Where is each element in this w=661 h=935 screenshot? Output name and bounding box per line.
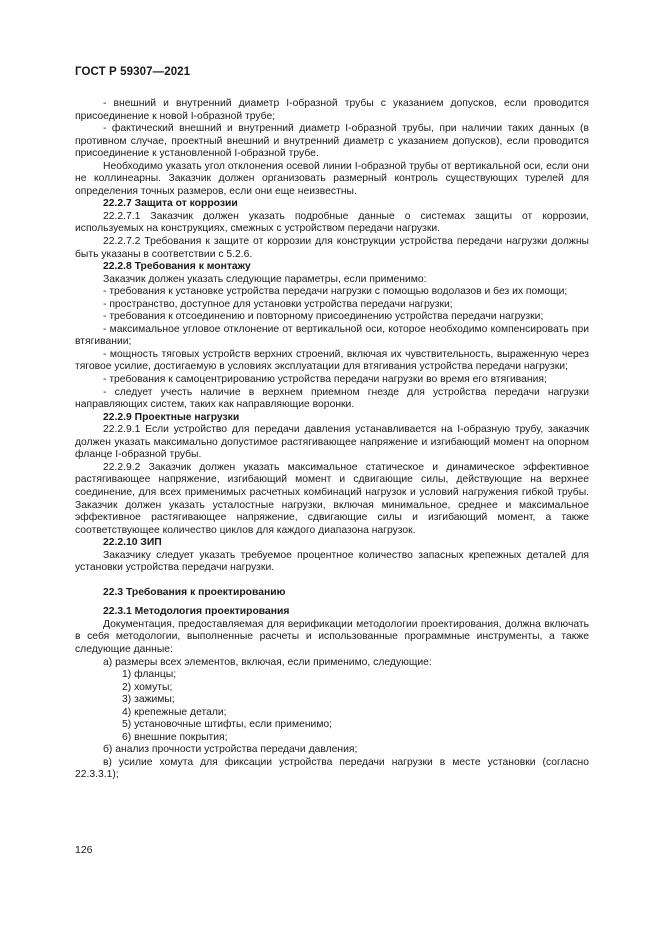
- paragraph: Заказчик должен указать следующие параметры, если применимо:: [103, 273, 427, 285]
- section-heading: 22.2.9 Проектные нагрузки: [103, 411, 240, 423]
- list-item: - требования к установке устройства передачи нагрузки с помощью водолазов и без их помощи;: [103, 286, 568, 298]
- list-item: 2) хомуты;: [122, 681, 173, 693]
- paragraph: - фактический внешний и внутренний диаметр I-образной трубы, при наличии таких данных (в противном случае, проектный внешний и внутренний диаметр с указанием допусков), если проводится присоединение к установленной I-образной трубе.: [75, 123, 589, 160]
- section-heading: 22.2.10 ЗИП: [103, 537, 162, 549]
- list-item: 1) фланцы;: [122, 669, 177, 681]
- list-item: 5) установочные штифты, если применимо;: [122, 719, 333, 731]
- list-item: - пространство, доступное для установки устройства передачи нагрузки;: [103, 298, 453, 310]
- list-item: в) усилие хомута для фиксации устройства передачи нагрузки в месте установки (согласно 22.3.3.1);: [75, 756, 589, 781]
- list-item: - максимальное угловое отклонение от вертикальной оси, которое необходимо компенсировать при втягивании;: [75, 323, 589, 348]
- paragraph: Заказчику следует указать требуемое процентное количество запасных крепежных деталей для установки устройства передачи нагрузки.: [75, 549, 589, 574]
- list-item: а) размеры всех элементов, включая, если применимо, следующие:: [103, 656, 432, 668]
- list-item: - следует учесть наличие в верхнем приемном гнезде для устройства передачи нагрузки направляющих систем, таких как направляющие воронки.: [75, 386, 589, 411]
- paragraph: 22.2.7.1 Заказчик должен указать подробные данные о системах защиты от коррозии, используемых на конструкциях, смежных с устройством передачи нагрузки.: [75, 210, 589, 235]
- list-item: - мощность тяговых устройств верхних строений, включая их чувствительность, выраженную через тяговое усилие, достигаемую в условиях эксплуатации для втягивания устройства передачи нагрузки;: [75, 348, 589, 373]
- page-number: 126: [75, 844, 93, 856]
- section-heading: 22.2.7 Защита от коррозии: [103, 198, 238, 210]
- list-item: 4) крепежные детали;: [122, 706, 227, 718]
- list-item: - требования к отсоединению и повторному присоединению устройства передачи нагрузки;: [103, 311, 544, 323]
- paragraph: 22.2.7.2 Требования к защите от коррозии для конструкции устройства передачи нагрузки должны быть указаны в соответствии с 5.2.6.: [75, 236, 589, 260]
- list-item: 6) внешние покрытия;: [122, 731, 228, 743]
- page-body: [75, 98, 589, 782]
- list-item: - требования к самоцентрированию устройства передачи нагрузки во время его втягивания;: [103, 374, 547, 386]
- paragraph: Документация, предоставляемая для верификации методологии проектирования, должна включать в себя методологии, выполненные расчеты и использованные программные инструменты, а также следующие данные:: [75, 618, 589, 655]
- section-heading: 22.3 Требования к проектированию: [103, 586, 286, 598]
- paragraph: Необходимо указать угол отклонения осевой линии I-образной трубы от вертикальной оси, если они не коллинеарны. Заказчик должен организовать размерный контроль существующих турелей для определения точных размеров, если они еще неизвестны.: [75, 160, 589, 197]
- section-heading: 22.3.1 Методология проектирования: [103, 606, 290, 618]
- list-item: 3) зажимы;: [122, 694, 175, 706]
- paragraph: - внешний и внутренний диаметр I-образной трубы с указанием допусков, если проводится присоединение к новой I-образной трубе;: [75, 98, 589, 122]
- document-header: ГОСТ Р 59307—2021: [75, 66, 191, 78]
- paragraph: 22.2.9.1 Если устройство для передачи давления устанавливается на I-образную трубу, заказчик должен указать максимально допустимое растягивающее напряжение и изгибающий момент на опорном фланце I-образной трубы.: [75, 424, 589, 461]
- list-item: б) анализ прочности устройства передачи давления;: [103, 744, 358, 756]
- section-heading: 22.2.8 Требования к монтажу: [103, 261, 251, 273]
- paragraph: 22.2.9.2 Заказчик должен указать максимальное статическое и динамическое эффективное растягивающее напряжение, изгибающий момент и сдвигающие силы, действующие на верхнее соединение, для всех применимых расчетных комбинаций нагрузок и условий нагружения гибкой трубы. Заказчик должен указать усталостные нагрузки, включая минимальное, среднее и максимальное эффективное растягивающее напряжение, сдвигающие силы и изгибающий момент, а также соответствующее количество циклов для каждого диапазона нагрузок.: [75, 461, 589, 536]
